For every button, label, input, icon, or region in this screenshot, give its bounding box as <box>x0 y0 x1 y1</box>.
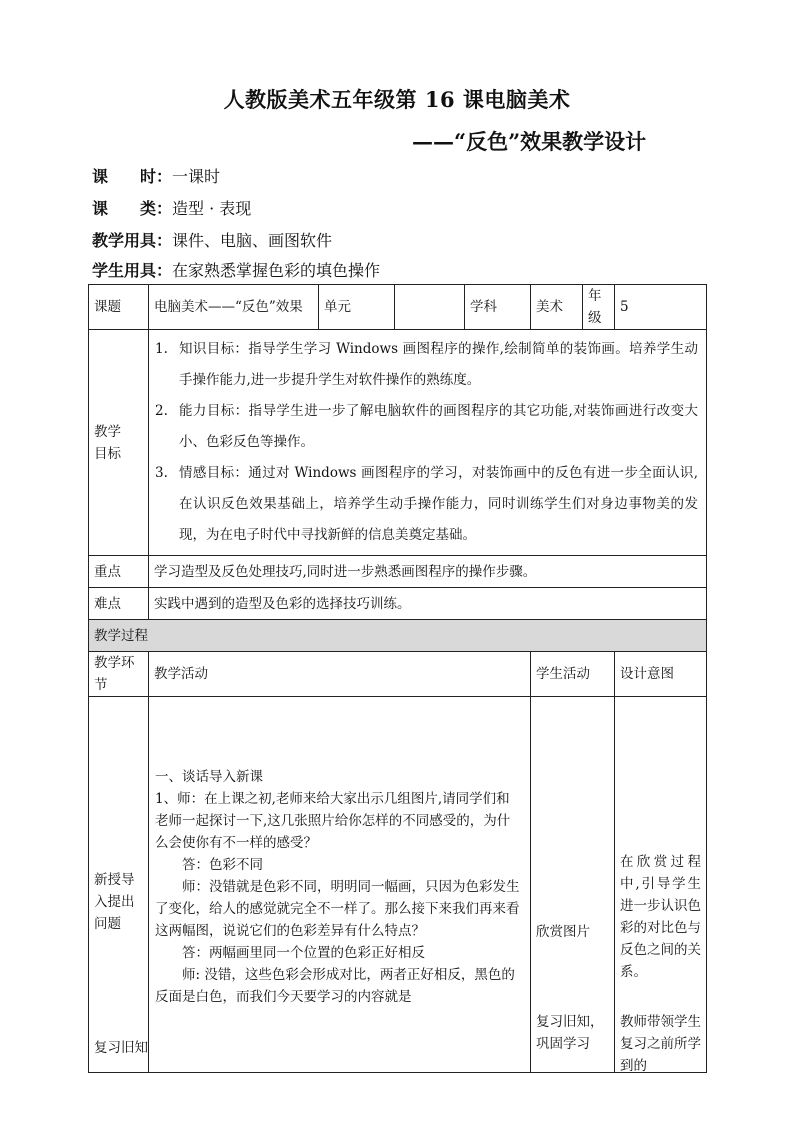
stage-new-lesson: 新授导入提出问题 <box>94 871 135 932</box>
objectives-label <box>89 330 149 556</box>
objective-text: 情感目标：通过对 Windows 画图程序的学习，对装饰画中的反色有进一步全面认识,在认识反色效果基础上，培养学生动手操作能力，同时训练学生们对身边事物美的发现，为在电子时代中寻找新鲜的信息美奠定基础。 <box>179 465 698 543</box>
objective-item <box>155 396 698 458</box>
student-activity-2: 复习旧知，巩固学习 <box>536 1014 604 1052</box>
meta-value: 一课时 <box>172 167 221 186</box>
design-intent-1: 在欣赏过程中,引导学生进一步认识色彩的对比色与反色之间的关系。 <box>620 853 701 980</box>
objectives-label-line: 教学 <box>94 423 121 440</box>
subject-value: 美术 <box>531 285 583 330</box>
column-stage-label: 教学环节 <box>94 655 135 693</box>
objectives-label-line: 目标 <box>94 445 121 462</box>
process-columns-row <box>89 652 707 697</box>
meta-class-hours <box>92 164 220 187</box>
meta-student-tools <box>92 258 380 281</box>
unit-value <box>395 285 465 330</box>
student-activity-1: 欣赏图片 <box>536 924 590 940</box>
process-header: 教学过程 <box>89 620 707 652</box>
stage-cell <box>89 697 149 1073</box>
objective-text: 知识目标：指导学生学习 Windows 画图程序的操作,绘制简单的装饰画。培养学生动手操作能力,进一步提升学生对软件操作的熟练度。 <box>179 341 698 388</box>
difficulty-row <box>89 588 707 620</box>
objective-number: 3. <box>155 465 168 481</box>
objective-number: 1. <box>155 341 168 357</box>
activity-answer: 答：色彩不同 <box>182 856 263 873</box>
meta-value: 在家熟悉掌握色彩的填色操作 <box>172 261 381 280</box>
meta-key: 教学用具： <box>92 231 173 250</box>
activity-paragraph: 师：没错就是色彩不同，明明同一幅画，只因为色彩发生了变化，给人的感觉就完全不一样了。那么接下来我们再来看这两幅图，说说它们的色彩差异有什么特点？ <box>155 878 520 939</box>
column-stage <box>89 652 149 697</box>
activity-heading: 一、谈话导入新课 <box>155 768 263 785</box>
activity-paragraph: 1、师：在上课之初,老师来给大家出示几组图片,请同学们和老师一起探讨一下,这几张照片给你怎样的不同感受的，为什么会使你有不一样的感受？ <box>155 790 511 851</box>
document-title: 人教版美术五年级第 16 课电脑美术 <box>223 87 571 112</box>
stage-review: 复习旧知 <box>94 1040 148 1056</box>
meta-value: 造型 · 表现 <box>172 199 252 218</box>
objective-number: 2. <box>155 403 168 419</box>
design-intent-2: 教师带领学生复习之前所学到的 <box>620 1014 701 1074</box>
meta-key: 课 类： <box>92 199 173 218</box>
student-activity-cell <box>531 697 615 1073</box>
lesson-plan-table <box>88 284 707 1073</box>
info-row <box>89 285 707 330</box>
topic-label: 课题 <box>89 285 149 330</box>
objective-text: 能力目标：指导学生进一步了解电脑软件的画图程序的其它功能,对装饰画进行改变大小、色彩反色等操作。 <box>179 403 698 450</box>
unit-label: 单元 <box>319 285 395 330</box>
meta-key: 学生用具： <box>92 261 173 280</box>
difficulty-label: 难点 <box>89 588 149 620</box>
activity-answer: 答：两幅画里同一个位置的色彩正好相反 <box>182 944 425 961</box>
process-header-row <box>89 620 707 652</box>
column-teacher-activity: 教学活动 <box>149 652 531 697</box>
meta-value: 课件、电脑、画图软件 <box>172 231 333 250</box>
process-row <box>89 697 707 1073</box>
objectives-row <box>89 330 707 556</box>
difficulty-text: 实践中遇到的造型及色彩的选择技巧训练。 <box>149 588 707 620</box>
teacher-activity-cell <box>149 697 531 1073</box>
objective-item <box>155 334 698 396</box>
meta-key: 课 时： <box>92 167 173 186</box>
subject-label: 学科 <box>465 285 531 330</box>
document-subtitle: ——“反色”效果教学设计 <box>412 129 647 154</box>
objectives-content <box>149 330 707 556</box>
meta-class-type <box>92 196 251 219</box>
grade-label: 年级 <box>583 285 615 330</box>
topic-value: 电脑美术——“反色”效果 <box>149 285 319 330</box>
key-point-text: 学习造型及反色处理技巧,同时进一步熟悉画图程序的操作步骤。 <box>149 556 707 588</box>
meta-teaching-tools <box>92 228 332 251</box>
activity-paragraph: 师: 没错，这些色彩会形成对比，两者正好相反，黑色的反面是白色，而我们今天要学习的内容就是 <box>155 966 515 1005</box>
key-point-row <box>89 556 707 588</box>
design-intent-cell <box>615 697 707 1073</box>
column-student-activity: 学生活动 <box>531 652 615 697</box>
objective-item <box>155 458 698 551</box>
key-point-label: 重点 <box>89 556 149 588</box>
grade-value: 5 <box>615 285 707 330</box>
column-design-intent: 设计意图 <box>615 652 707 697</box>
